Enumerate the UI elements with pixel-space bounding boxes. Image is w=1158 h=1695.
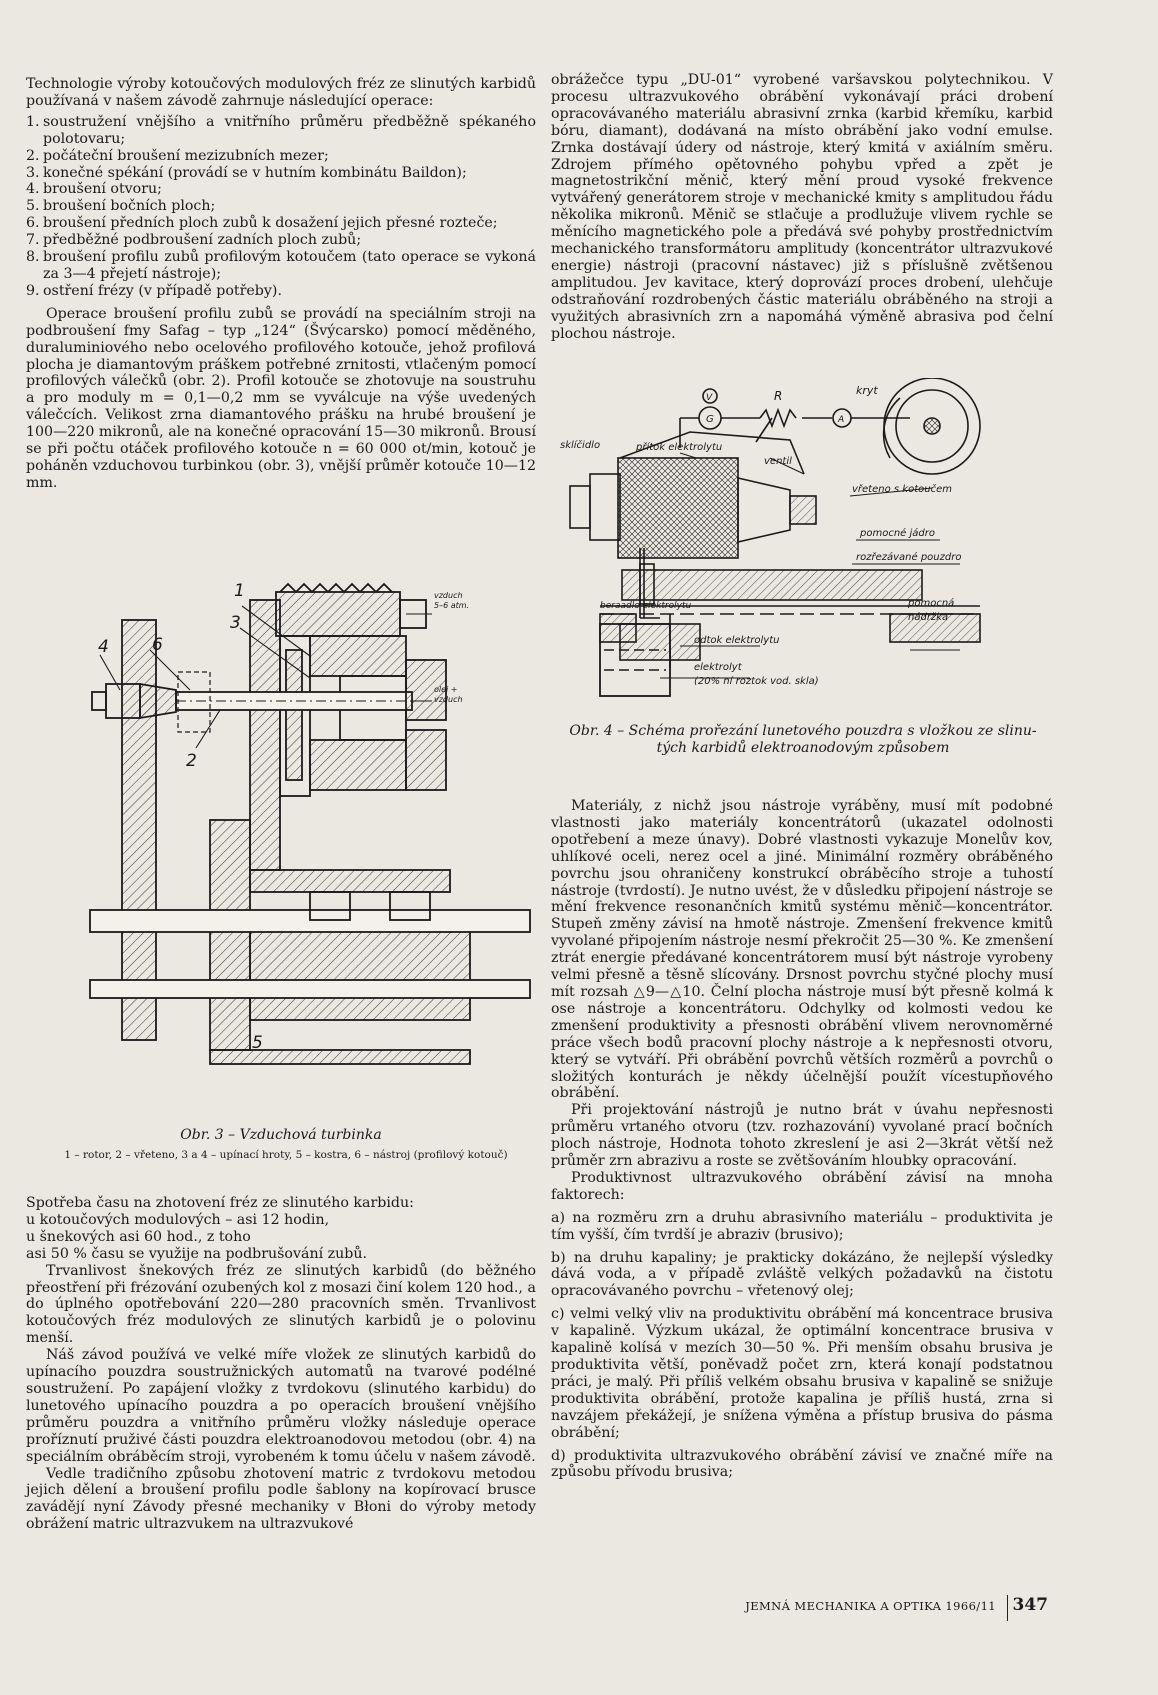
label-oil: olej +	[434, 685, 458, 694]
list-item: 7. předběžné podbroušení zadních ploch zubů;	[26, 232, 362, 249]
label-oil-air: vzduch	[434, 695, 463, 704]
materials-paragraph: Materiály, z nichž jsou nástroje vyráběny, musí mít podobné vlastnosti jako materiály koncentrátorů (ukazatel odolnosti opotřebení a meze únavy). Dobré vlastnosti vykazuje Monelův kov, uhlíkové oceli, nerez ocel a jiné. Minimální rozměry obráběného povrchu jsou ohraničeny konstrukcí obráběcího stroje a tuhostí nástroje (tvrdostí). Je nutno uvést, že v důsledku připojení nástroje se mění frekvence resonančních kmitů systému měnič—koncentrátor. Stupeň změny závisí na hmotě nástroje. Zmenšení frekvence kmitů vyvolané připojením nástroje nesmí překročit 25—30 %. Ke zmenšení ztrát energie předávané koncentrátorem musí být nástroje vyrobeny velmi přesně a těsně slícovány. Drsnost povrchu styčné plochy musí mít rozsah △9—△10. Čelní plocha nástroje musí být přesně kolmá k ose nástroje a koncentrátoru. Odchylky od kolmosti vedou ke zmenšení produktivity a přesnosti obrábění vlivem nerovnoměrné práce všech bodů pracovní plochy nástroje a k nepřesnosti otvoru, který se vytváří. Při obrábění povrchů větších rozměrů a povrchů o složitých konturách je někdy účelnější použít vícestupňového obrábění.	[551, 798, 1053, 1102]
list-item: 8. broušení profilu zubů profilovým kotoučem (tato operace se vykoná za 3—4 přejetí nástroje);	[26, 249, 536, 282]
label-1: 1	[234, 581, 245, 601]
label-5: 5	[252, 1033, 263, 1053]
label-inflow: přítok elektrolytu	[636, 442, 723, 453]
label-kryt: kryt	[856, 384, 878, 397]
label-tank-2: nádržka	[908, 612, 949, 623]
label-spindle: vřeteno s kotoučem	[852, 484, 952, 495]
time-line: u kotoučových modulových – asi 12 hodin,	[26, 1211, 330, 1228]
durability-paragraph: Trvanlivost šnekových fréz ze slinutých karbidů (do běžného přeostření při frézování ozubených kol z mosazi činí kolem 120 hod., a do úplného opotřebování 220—280 pracovních směn. Trvanlivost kotoučových fréz modulových ze slinutých karbidů je o polovinu menší.	[26, 1262, 536, 1347]
factor-d: d) produktivita ultrazvukového obrábění závisí ve značné míře na způsobu přívodu brusiva;	[551, 1447, 1053, 1481]
label-4: 4	[98, 637, 109, 657]
ultrasonic-paragraph: obrážečce typu „DU-01“ vyrobené varšavskou polytechnikou. V procesu ultrazvukového obrábění vykonávají práci drobení opracovávaného materiálu abrasivní zrnka (karbid křemíku, karbid bóru, diamant), dodávaná na místo obrábění jako vodní emulse. Zrnka dostávají údery od nástroje, který kmitá v axiálním směru. Zdrojem přímého opětovného pohybu vpřed a zpět je magnetostrikční měnič, který mění proud vysoké frekvence vytvářený generátorem stroje v mechanické kmity s amplitudou řádu několika mikronů. Měnič se stlačuje a prodlužuje vlivem rychle se měnícího magnetického pole a předává své pohyby prostřednictvím mechanického transformátoru amplitudy (koncentrátor ultrazvukové energie) nástroji (pracovní nástavec) již s příslušně zvětšenou amplitudou. Jev kavitace, který doprovází proces drobení, ulehčuje odstraňování rozdrobených částic materiálu obráběného na stroji a využitých abrasivních zrn a napomáhá výměně abrasiva pod čelní plochou nástroje.	[551, 72, 1053, 342]
label-2: 2	[186, 751, 197, 771]
figure-3-legend: 1 – rotor, 2 – vřeteno, 3 a 4 – upínací hroty, 5 – kostra, 6 – nástroj (profilový kotouč)	[64, 1149, 508, 1161]
left-column-lower	[26, 1195, 536, 1533]
air-turbine-drawing	[80, 580, 535, 1120]
page-number: 347	[1012, 1595, 1048, 1615]
list-item: 6. broušení předních ploch zubů k dosažení jejich přesné rozteče;	[26, 215, 498, 232]
label-6: 6	[152, 635, 163, 655]
label-outflow: odtok elektrolytu	[694, 635, 780, 646]
list-item: 2. počáteční broušení mezizubních mezer;	[26, 147, 329, 164]
left-column	[26, 76, 536, 492]
profile-grinding-paragraph: Operace broušení profilu zubů se provádí na speciálním stroji na podbroušení fmy Safag – typ „124“ (Švýcarsko) pomocí měděného, duraluminiového nebo ocelového profilového kotouče, jehož profilová plocha je diamantovým práškem potřebné zrnitosti, vtlačeným pomocí profilových válečků (obr. 2). Profil kotouče se zhotovuje na soustruhu a pro moduly m = 0,1—0,2 mm se vyválcuje na výše uvedených válečcích. Velikost zrna diamantového prášku na hrubé broušení je 100—220 mikronů, ale na konečné opracování 15—30 mikronů. Brousí se při počtu otáček profilového kotouče n = 60 000 ot/min, kotouč je poháněn vzduchovou turbinkou (obr. 3), vnější průměr kotouče 10—12 mm.	[26, 305, 536, 491]
label-valve: ventil	[764, 456, 792, 467]
label-reservoir: beraadlo elektrolytu	[600, 601, 692, 611]
list-item: 5. broušení bočních ploch;	[26, 198, 216, 215]
label-3: 3	[230, 613, 241, 633]
intro-paragraph: Technologie výroby kotoučových modulových fréz ze slinutých karbidů používaná v našem závodě zahrnuje následující operace:	[26, 76, 536, 109]
time-line: Spotřeba času na zhotovení fréz ze slinutého karbidu:	[26, 1195, 414, 1211]
figure-4-caption: Obr. 4 – Schéma prořezání lunetového pouzdra s vložkou ze slinu- tých karbidů elektroanodovým způsobem	[569, 723, 1037, 756]
label-tool: sklíčidlo	[560, 440, 601, 451]
right-column	[551, 72, 1053, 343]
label-v: V	[706, 393, 713, 403]
right-column-lower	[551, 798, 1053, 1481]
list-item: 1. soustružení vnějšího a vnitřního průměru předběžně spékaného polotovaru;	[26, 113, 536, 147]
design-paragraph: Při projektování nástrojů je nutno brát v úvahu nepřesnosti průměru vrtaného otvoru (tzv. rozhazování) vyvolané prací bočních ploch nástroje, Hodnota tohoto zkreslení je asi 2—3krát větší než průměr zrn abrazivu a roste se zvětšováním hloubky opracování.	[551, 1102, 1053, 1170]
list-item: 3. konečné spékání (provádí se v hutním kombinátu Baildon);	[26, 164, 467, 181]
factor-a: a) na rozměru zrn a druhu abrasivního materiálu – produktivita je tím vyšší, čím tvrdší je abraziv (brusivo);	[551, 1209, 1053, 1243]
label-sleeve: rozřezávané pouzdro	[856, 552, 962, 563]
list-item: 4. broušení otvoru;	[26, 181, 162, 198]
page-footer	[740, 1595, 1070, 1623]
journal-name: JEMNÁ MECHANIKA A OPTIKA 1966/11	[745, 1599, 996, 1613]
operations-list	[26, 114, 536, 300]
label-air: vzduch	[434, 591, 463, 600]
label-r: R	[774, 389, 783, 403]
productivity-paragraph: Produktivnost ultrazvukového obrábění závisí na mnoha faktorech:	[551, 1169, 1053, 1203]
electroanodic-cutting-schematic	[560, 378, 1030, 708]
list-item: 9. ostření frézy (v případě potřeby).	[26, 282, 282, 299]
time-line: asi 50 % času se využije na podbrušování zubů.	[26, 1245, 367, 1262]
label-core: pomocné jádro	[860, 528, 935, 539]
label-a: A	[838, 415, 845, 425]
figure-3-caption: Obr. 3 – Vzduchová turbinka	[180, 1127, 382, 1143]
label-electrolyte-1: elektrolyt	[694, 662, 742, 673]
label-g: G	[706, 414, 714, 425]
matrices-paragraph: Vedle tradičního způsobu zhotovení matric z tvrdokovu metodou jejich dělení a broušení profilu podle šablony na kopírovací brusce zavádějí nyní Závody přesné mechaniky v Błoni do výroby metody obrážení matric ultrazvukem na ultrazvukové	[26, 1465, 536, 1533]
footer-divider	[1007, 1595, 1009, 1621]
label-electrolyte-2: (20% ní roztok vod. skla)	[694, 676, 819, 687]
time-line: u šnekových asi 60 hod., z toho	[26, 1228, 251, 1245]
factor-b: b) na druhu kapaliny; je prakticky dokázáno, že nejlepší výsledky dává voda, a v případě zvláště velkých požadavků na čistotu opracovávaného povrchu – vřetenový olej;	[551, 1249, 1053, 1300]
label-pressure: 5–6 atm.	[434, 601, 470, 610]
factor-c: c) velmi velký vliv na produktivitu obrábění má koncentrace brusiva v kapalině. Výzkum ukázal, že optimální koncentrace brusiva v kapalině kolísá v mezích 30—50 %. Při menším obsahu brusiva je produktivita větší, poněvadž počet zrn, která konají podstatnou práci, je malý. Při příliš velkém obsahu brusiva v kapalině se snižuje produktivita obrábění, protože kapalina je příliš hustá, zrna si navzájem překážejí, je snížena výměna a přístup brusiva do pásma obrábění;	[551, 1306, 1053, 1441]
label-tank-1: pomocná	[908, 598, 955, 609]
inserts-paragraph: Náš závod používá ve velké míře vložek ze slinutých karbidů do upínacího pouzdra soustružnických automatů na tvarové podélné soustružení. Po zapájení vložky z tvrdokovu (slinutého karbidu) do lunetového upínacího pouzdra a po operacích broušení vnějšího průměru pouzdra a vnitřního průměru vložky následuje operace proříznutí pruživé části pouzdra elektroanodovou metodou (obr. 4) na speciálním obráběcím stroji, vyrobeném k tomu účelu v našem závodě.	[26, 1347, 536, 1465]
